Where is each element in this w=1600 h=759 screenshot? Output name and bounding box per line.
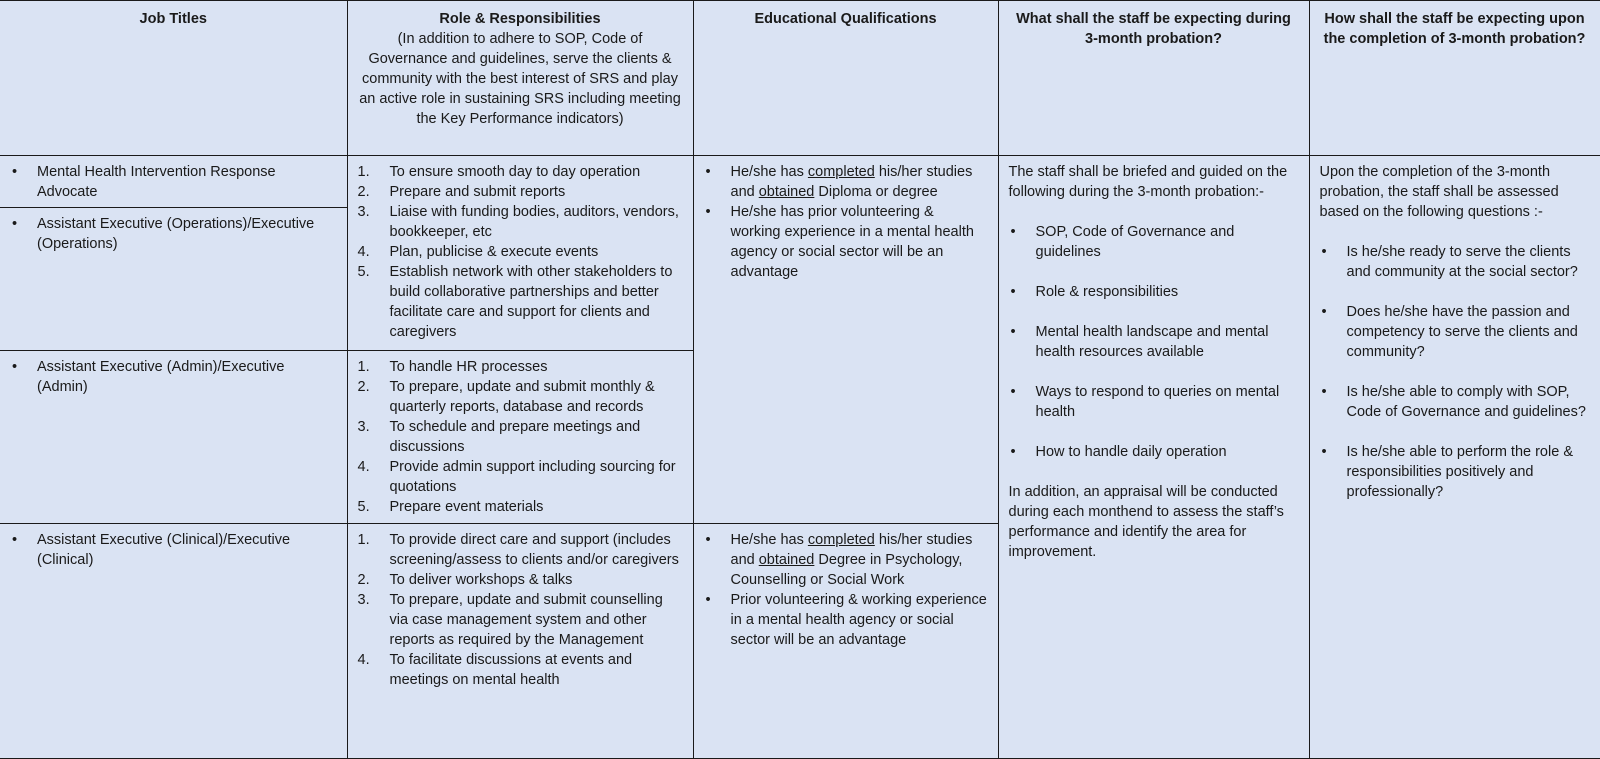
header-role-responsibilities: Role & Responsibilities (In addition to adhere to SOP, Code of Governance and guidelines, serve the clients & community with the best interest of SRS and play an active role in sustaining SRS including meeting the Key Performance indicators) <box>347 1 693 156</box>
job-title-cell <box>0 156 347 208</box>
role-number: 1. <box>357 532 370 548</box>
job-title-cell <box>0 351 347 524</box>
education-item: • He/she has completed his/her studies and obtained Degree in Psychology, Counselling or Social Work <box>704 530 988 590</box>
job-title-clinical: • Assistant Executive (Clinical)/Executive (Clinical) <box>10 530 337 570</box>
role-item <box>358 417 683 457</box>
education-item: • He/she has prior volunteering & working experience in a mental health agency or social sector will be an advantage <box>704 202 988 282</box>
role-number: 2. <box>357 572 370 588</box>
during-item: • Ways to respond to queries on mental health <box>1009 382 1299 422</box>
role-item <box>358 242 683 262</box>
expect-after-cell <box>1309 156 1600 759</box>
job-title-cell <box>0 524 347 759</box>
role-number: 4. <box>357 244 370 260</box>
role-item <box>358 162 683 182</box>
header-expect-after: How shall the staff be expecting upon the completion of 3-month probation? <box>1309 1 1600 156</box>
role-text: Plan, publicise & execute events <box>389 244 599 260</box>
assessment-question: • Is he/she ready to serve the clients and community at the social sector? <box>1320 242 1590 282</box>
role-item <box>358 377 683 417</box>
job-title-mhira: • Mental Health Intervention Response Advocate <box>10 162 337 202</box>
after-intro: Upon the completion of the 3-month probation, the staff shall be assessed based on the following questions :- <box>1319 164 1559 220</box>
role-number: 1. <box>357 164 370 180</box>
education-cell-clinical <box>693 524 998 759</box>
role-text: To prepare, update and submit monthly & quarterly reports, database and records <box>389 379 655 415</box>
header-job-titles: Job Titles <box>0 1 347 156</box>
during-item: • SOP, Code of Governance and guidelines <box>1009 222 1299 262</box>
job-title-operations: • Assistant Executive (Operations)/Executive (Operations) <box>10 214 337 254</box>
role-item <box>358 262 683 342</box>
during-item: • Mental health landscape and mental health resources available <box>1009 322 1299 362</box>
role-cell-admin <box>347 351 693 524</box>
role-number: 5. <box>357 264 370 280</box>
education-item: • Prior volunteering & working experience in a mental health agency or social sector will be an advantage <box>704 590 988 650</box>
header-row <box>0 1 1600 156</box>
role-text: To prepare, update and submit counselling via case management system and other reports as required by the Management <box>389 592 663 648</box>
role-item <box>358 570 683 590</box>
role-text: Prepare event materials <box>389 499 544 515</box>
role-item <box>358 530 683 570</box>
role-number: 2. <box>357 379 370 395</box>
role-number: 4. <box>357 652 370 668</box>
header-role-subtext: (In addition to adhere to SOP, Code of Governance and guidelines, serve the clients & community with the best interest of SRS and play an active role in sustaining SRS including meeting the Key Performance indicators) <box>359 31 681 127</box>
role-item <box>358 457 683 497</box>
assessment-question: • Is he/she able to comply with SOP, Code of Governance and guidelines? <box>1320 382 1590 422</box>
table-row <box>0 156 1600 208</box>
role-item <box>358 650 683 690</box>
job-title-cell <box>0 208 347 351</box>
role-cell-ops <box>347 156 693 351</box>
role-text: To facilitate discussions at events and meetings on mental health <box>389 652 633 688</box>
role-item <box>358 497 683 517</box>
education-item: • He/she has completed his/her studies and obtained Diploma or degree <box>704 162 988 202</box>
during-item: • How to handle daily operation <box>1009 442 1299 462</box>
role-number: 3. <box>357 204 370 220</box>
assessment-question: • Is he/she able to perform the role & responsibilities positively and professionally? <box>1320 442 1590 502</box>
role-text: Liaise with funding bodies, auditors, vendors, bookkeeper, etc <box>389 204 679 240</box>
role-item <box>358 182 683 202</box>
assessment-question: • Does he/she have the passion and competency to serve the clients and community? <box>1320 302 1590 362</box>
role-text: Establish network with other stakeholders to build collaborative partnerships and better facilitate care and support for clients and caregivers <box>389 264 673 340</box>
expect-during-cell <box>998 156 1309 759</box>
role-number: 5. <box>357 499 370 515</box>
role-number: 3. <box>357 419 370 435</box>
role-text: Provide admin support including sourcing for quotations <box>389 459 676 495</box>
job-title-admin: • Assistant Executive (Admin)/Executive (Admin) <box>10 357 337 397</box>
role-text: Prepare and submit reports <box>389 184 566 200</box>
role-item <box>358 202 683 242</box>
during-item: • Role & responsibilities <box>1009 282 1299 302</box>
role-cell-clinical <box>347 524 693 759</box>
role-text: To schedule and prepare meetings and discussions <box>389 419 641 455</box>
header-expect-during: What shall the staff be expecting during 3-month probation? <box>998 1 1309 156</box>
role-text: To deliver workshops & talks <box>389 572 573 588</box>
role-number: 4. <box>357 459 370 475</box>
role-number: 2. <box>357 184 370 200</box>
role-text: To ensure smooth day to day operation <box>389 164 641 180</box>
role-item <box>358 357 683 377</box>
header-educational-qualifications: Educational Qualifications <box>693 1 998 156</box>
role-item <box>358 590 683 650</box>
role-number: 1. <box>357 359 370 375</box>
during-intro: The staff shall be briefed and guided on the following during the 3-month probation:- <box>1008 164 1288 200</box>
education-cell-general <box>693 156 998 524</box>
during-outro: In addition, an appraisal will be conducted during each monthend to assess the staff’s performance and identify the area for improvement. <box>1008 484 1284 560</box>
role-text: To handle HR processes <box>389 359 548 375</box>
role-text: To provide direct care and support (includes screening/assess to clients and/or caregivers <box>389 532 679 568</box>
role-number: 3. <box>357 592 370 608</box>
